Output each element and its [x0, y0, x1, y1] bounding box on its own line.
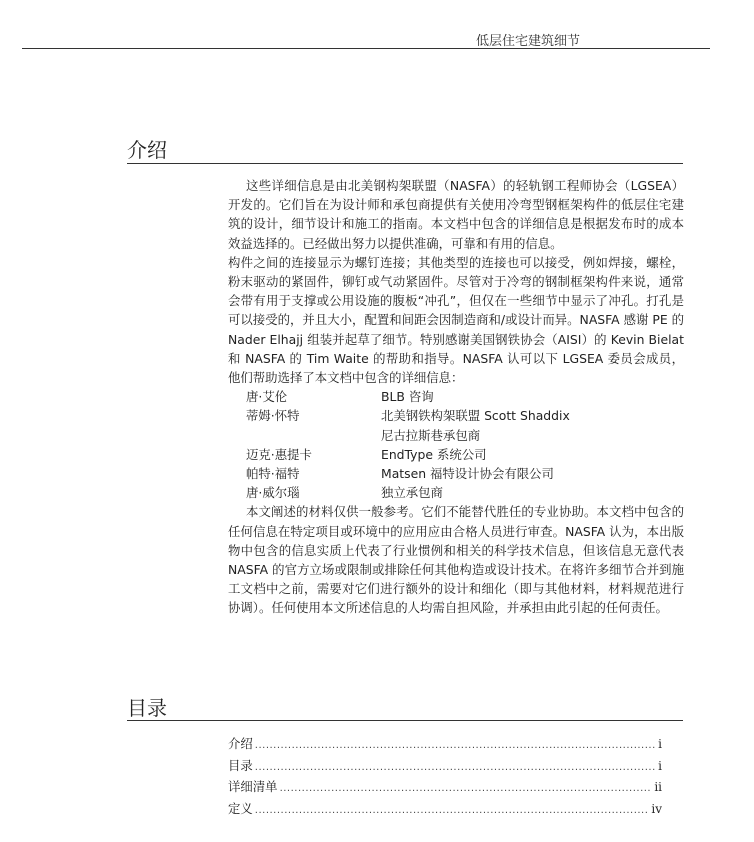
- committee-member-row: [228, 464, 684, 483]
- toc-heading: 目录: [127, 696, 167, 720]
- committee-member-row: [228, 387, 684, 406]
- member-organization: BLB 咨询: [381, 389, 434, 405]
- table-of-contents: [228, 734, 662, 820]
- member-name: 唐·艾伦: [246, 389, 288, 405]
- toc-entry-label: 介绍: [228, 736, 253, 751]
- member-name: 迈克·惠提卡: [246, 446, 312, 462]
- toc-entry-page: i: [658, 737, 662, 751]
- toc-entry-page: ii: [654, 780, 662, 794]
- toc-entry-label: 详细清单: [228, 779, 278, 794]
- committee-member-row: [228, 445, 684, 464]
- member-organization: 北美钢铁构架联盟 Scott Shaddix: [381, 408, 570, 424]
- toc-dot-leader: [255, 736, 656, 756]
- header-rule: [22, 48, 710, 49]
- member-organization: Matsen 福特设计协会有限公司: [381, 466, 554, 482]
- member-organization: EndType 系统公司: [381, 446, 487, 462]
- toc-entry-label: 目录: [228, 757, 253, 773]
- committee-member-list: [228, 387, 684, 502]
- toc-entry-page: i: [658, 758, 662, 773]
- toc-entry[interactable]: [228, 777, 662, 799]
- intro-disclaimer-paragraph: 本文阐述的材料仅供一般参考。它们不能替代胜任的专业协助。本文档中包含的任何信息在特定项目或环境中的应用应由合格人员进行审查。NASFA 认为，本出版物中包含的信息实质上代表了行业惯例和相关的科学技术信息，但该信息无意代表 NASFA 的官方立场或限制或排除任何其他构造或设计技术。在将许多细节合并到施工文档中之前，需要对它们进行额外的设计和细化（即与其他材料，材料规范进行协调）。任何使用本文所述信息的人均需自担风险，并承担由此引起的任何责任。: [228, 504, 684, 616]
- toc-entry-label: 定义: [228, 800, 253, 816]
- toc-entry-page: iv: [651, 801, 662, 816]
- intro-paragraph-1: 这些详细信息是由北美钢构架联盟（NASFA）的轻轨钢工程师协会（LGSEA）开发的。它们旨在为设计师和承包商提供有关使用冷弯型钢框架构件的低层住宅建筑的设计，细节设计和施工的指南。本文档中包含的详细信息是根据发布时的成本效益选择的。已经做出努力以提供准确，可靠和有用的信息。: [228, 178, 684, 251]
- member-name: 唐·威尔瑙: [246, 485, 300, 501]
- toc-entry[interactable]: [228, 756, 662, 778]
- intro-paragraph-2: 构件之间的连接显示为螺钉连接；其他类型的连接也可以接受，例如焊接，螺栓，粉末驱动的紧固件，铆钉或气动紧固件。尽管对于冷弯的钢制框架构件来说，通常会带有用于支撑或公用设施的腹板“冲孔”，但仅在一些细节中显示了冲孔。打孔是可以接受的，并且大小，配置和间距会因制造商和/或设计而异。NASFA 感谢 PE 的 Nader Elhajj 组装并起草了细节。特别感谢美国钢铁协会（AISI）的 Kevin Bielat 和 NASFA 的 Tim Waite 的帮助和指导。NASFA 认可以下 LGSEA 委员会成员，他们帮助选择了本文档中包含的详细信息：: [228, 254, 684, 386]
- toc-dot-leader: [280, 779, 653, 799]
- toc-dot-leader: [255, 758, 656, 778]
- committee-member-row: [228, 426, 684, 445]
- toc-entry[interactable]: [228, 799, 662, 821]
- member-name: 帕特·福特: [246, 466, 300, 482]
- committee-member-row: [228, 483, 684, 502]
- running-header: 低层住宅建筑细节: [475, 34, 580, 49]
- member-name: [246, 426, 381, 445]
- intro-heading: 介绍: [127, 138, 167, 162]
- committee-member-row: [228, 406, 684, 425]
- intro-heading-rule: [127, 163, 683, 164]
- toc-dot-leader: [255, 801, 650, 821]
- member-name: 蒂姆·怀特: [246, 408, 300, 424]
- member-organization: 独立承包商: [381, 485, 443, 501]
- toc-heading-rule: [127, 720, 683, 721]
- intro-body: [228, 176, 684, 618]
- toc-entry[interactable]: [228, 734, 662, 756]
- member-organization: 尼古拉斯巷承包商: [381, 427, 481, 443]
